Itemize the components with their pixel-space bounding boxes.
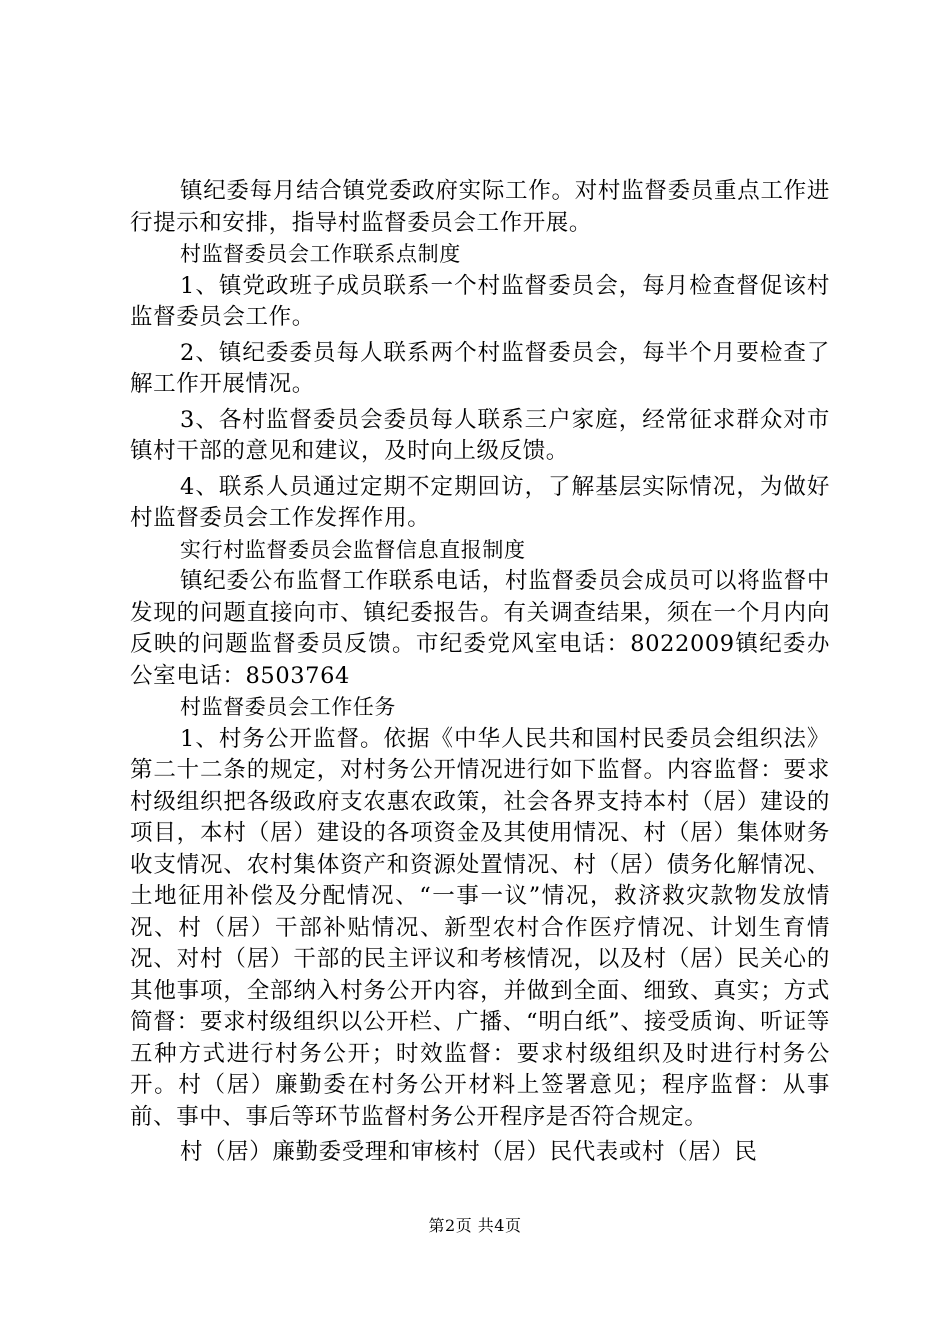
section-heading: 村监督委员会工作联系点制度 (180, 242, 461, 266)
paragraph: 2、镇纪委委员每人联系两个村监督委员会，每半个月要检查了解工作开展情况。 (130, 339, 830, 397)
paragraph: 村（居）廉勤委受理和审核村（居）民代表或村（居）民 (180, 1139, 758, 1165)
paragraph: 镇纪委公布监督工作联系电话，村监督委员会成员可以将监督中发现的问题直接向市、镇纪委报告。有关调查结果，须在一个月内向反映的问题监督委员反馈。市纪委党风室电话：8022009镇纪委办公室电话：8503764 (130, 568, 830, 689)
paragraph: 4、联系人员通过定期不定期回访，了解基层实际情况，为做好村监督委员会工作发挥作用。 (130, 473, 830, 531)
section-heading: 实行村监督委员会监督信息直报制度 (180, 537, 526, 562)
page-footer: 第2页 共4页 (428, 1216, 522, 1235)
paragraph: 3、各村监督委员会委员每人联系三户家庭，经常征求群众对市镇村干部的意见和建议，及时向上级反馈。 (130, 406, 830, 464)
document-body (130, 176, 830, 1169)
paragraph: 1、镇党政班子成员联系一个村监督委员会，每月检查督促该村监督委员会工作。 (130, 272, 830, 330)
section-heading: 村监督委员会工作任务 (180, 695, 396, 719)
paragraph: 1、村务公开监督。依据《中华人民共和国村民委员会组织法》第二十二条的规定，对村务公开情况进行如下监督。内容监督：要求村级组织把各级政府支农惠农政策，社会各界支持本村（居）建设的项目，本村（居）建设的各项资金及其使用情况、村（居）集体财务收支情况、农村集体资产和资源处置情况、村（居）债务化解情况、土地征用补偿及分配情况、“一事一议”情况，救济救灾款物发放情况、村（居）干部补贴情况、新型农村合作医疗情况、计划生育情况、对村（居）干部的民主评议和考核情况，以及村（居）民关心的其他事项，全部纳入村务公开内容，并做到全面、细致、真实；方式简督：要求村级组织以公开栏、广播、“明白纸”、接受质询、听证等五种方式进行村务公开；时效监督：要求村级组织及时进行村务公开。村（居）廉勤委在村务公开材料上签署意见；程序监督：从事前、事中、事后等环节监督村务公开程序是否符合规定。 (130, 725, 830, 1130)
paragraph: 镇纪委每月结合镇党委政府实际工作。对村监督委员重点工作进行提示和安排，指导村监督委员会工作开展。 (130, 178, 830, 236)
